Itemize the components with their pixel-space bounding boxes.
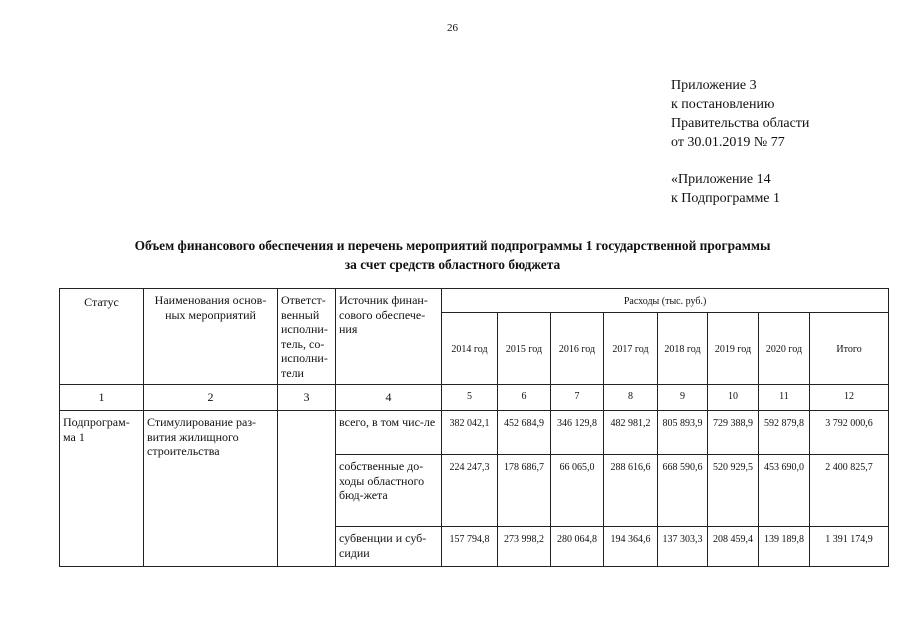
financing-table [59, 288, 889, 567]
value-cell: 137 303,3 [658, 527, 708, 567]
appendix-block [671, 76, 809, 208]
source-cell: субвенции и суб-сидии [336, 527, 442, 567]
header-row [60, 289, 889, 313]
value-cell: 592 879,8 [759, 411, 810, 455]
source-cell: собственные до-ходы областного бюд-жета [336, 455, 442, 527]
total-cell: 1 391 174,9 [810, 527, 889, 567]
value-cell: 139 189,8 [759, 527, 810, 567]
column-numbers-row [60, 385, 889, 411]
header-year: 2018 год [658, 313, 708, 385]
header-year: 2014 год [442, 313, 498, 385]
title-line-1: Объем финансового обеспечения и перечень мероприятий подпрограммы 1 государственной программы [134, 238, 771, 253]
column-number: 5 [442, 385, 498, 411]
header-year: 2017 год [604, 313, 658, 385]
header-year: 2016 год [551, 313, 604, 385]
total-cell: 3 792 000,6 [810, 411, 889, 455]
value-cell: 668 590,6 [658, 455, 708, 527]
header-expenses: Расходы (тыс. руб.) [442, 289, 889, 313]
value-cell: 520 929,5 [708, 455, 759, 527]
header-year: 2019 год [708, 313, 759, 385]
value-cell: 208 459,4 [708, 527, 759, 567]
value-cell: 805 893,9 [658, 411, 708, 455]
total-cell: 2 400 825,7 [810, 455, 889, 527]
executor-cell [278, 411, 336, 567]
value-cell: 194 364,6 [604, 527, 658, 567]
header-status: Статус [60, 289, 144, 385]
value-cell: 288 616,6 [604, 455, 658, 527]
column-number: 3 [278, 385, 336, 411]
value-cell: 452 684,9 [498, 411, 551, 455]
title-line-2: за счет средств областного бюджета [344, 257, 561, 272]
value-cell: 224 247,3 [442, 455, 498, 527]
value-cell: 66 065,0 [551, 455, 604, 527]
appendix-gap [671, 152, 809, 170]
header-activities: Наименования основ-ных мероприятий [144, 289, 278, 385]
column-number: 11 [759, 385, 810, 411]
value-cell: 273 998,2 [498, 527, 551, 567]
value-cell: 453 690,0 [759, 455, 810, 527]
status-cell: Подпрограм-ма 1 [60, 411, 144, 567]
column-number: 1 [60, 385, 144, 411]
page-number: 26 [447, 22, 458, 34]
value-cell: 482 981,2 [604, 411, 658, 455]
header-executor: Ответст-венный исполни-тель, со-исполни-тели [278, 289, 336, 385]
header-total: Итого [810, 313, 889, 385]
table-row [60, 411, 889, 455]
value-cell: 346 129,8 [551, 411, 604, 455]
header-source: Источник финан-сового обеспече-ния [336, 289, 442, 385]
value-cell: 280 064,8 [551, 527, 604, 567]
column-number: 10 [708, 385, 759, 411]
column-number: 4 [336, 385, 442, 411]
column-number: 9 [658, 385, 708, 411]
value-cell: 157 794,8 [442, 527, 498, 567]
column-number: 7 [551, 385, 604, 411]
value-cell: 382 042,1 [442, 411, 498, 455]
header-year: 2020 год [759, 313, 810, 385]
value-cell: 729 388,9 [708, 411, 759, 455]
appendix-line: Приложение 3 [671, 78, 757, 93]
source-cell: всего, в том чис-ле [336, 411, 442, 455]
appendix-line: Правительства области [671, 116, 810, 131]
appendix-sub-line: к Подпрограмме 1 [671, 191, 781, 206]
activity-cell: Стимулирование раз-вития жилищного строительства [144, 411, 278, 567]
appendix-line: к постановлению [671, 97, 775, 112]
column-number: 12 [810, 385, 889, 411]
value-cell: 178 686,7 [498, 455, 551, 527]
column-number: 2 [144, 385, 278, 411]
appendix-sub-line: «Приложение 14 [671, 172, 771, 187]
header-year: 2015 год [498, 313, 551, 385]
column-number: 6 [498, 385, 551, 411]
appendix-line: от 30.01.2019 № 77 [671, 135, 785, 150]
document-title [60, 236, 845, 274]
column-number: 8 [604, 385, 658, 411]
